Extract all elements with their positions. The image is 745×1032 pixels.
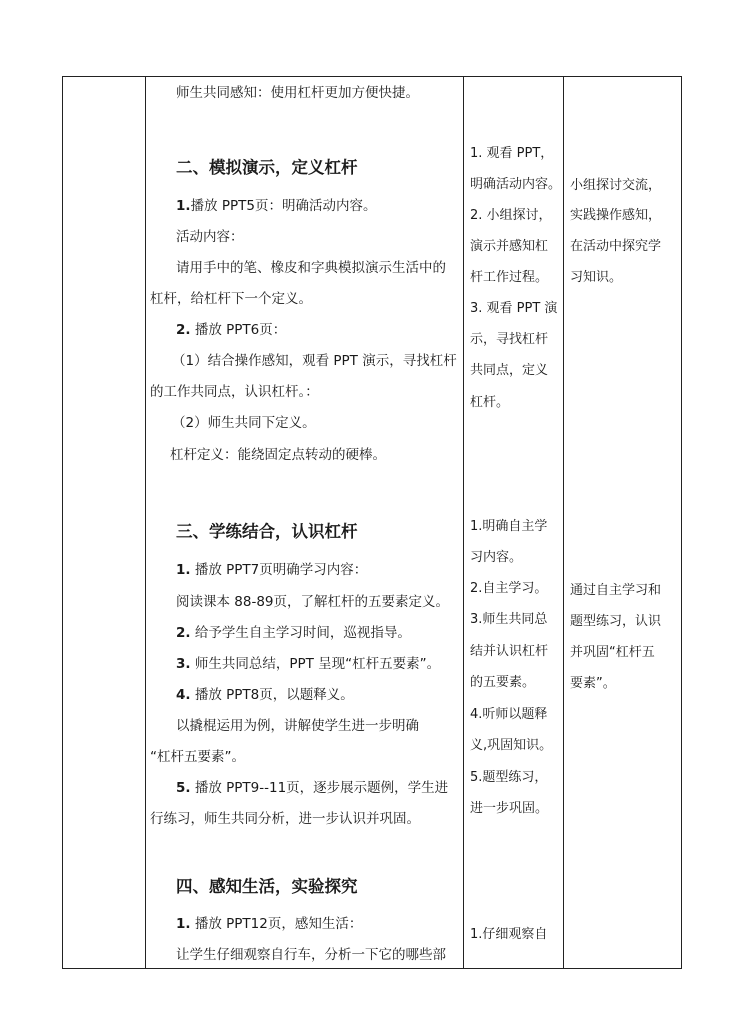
paragraph: （1）结合操作感知，观看 PPT 演示，寻找杠杆 — [172, 353, 457, 369]
table-border-bottom — [62, 968, 682, 969]
paragraph: 2. 播放 PPT6页： — [176, 322, 287, 338]
list-item: 2. 小组探讨， — [470, 208, 552, 223]
paragraph: 1. 播放 PPT12页，感知生活： — [176, 916, 363, 932]
list-item: 3.师生共同总 — [470, 612, 548, 627]
paragraph: 让学生仔细观察自行车，分析一下它的哪些部 — [176, 947, 446, 963]
list-item: 在活动中探究学 — [570, 239, 662, 254]
list-item: 要素”。 — [570, 676, 616, 691]
paragraph: 4. 播放 PPT8页，以题释义。 — [176, 687, 354, 703]
list-item: 1. 观看 PPT， — [470, 146, 554, 161]
list-item: 1.明确自主学 — [470, 519, 548, 534]
list-item: 并巩固“杠杆五 — [570, 645, 655, 660]
paragraph: 2. 给予学生自主学习时间，巡视指导。 — [176, 625, 411, 641]
paragraph: 活动内容： — [176, 229, 244, 245]
list-item: 习知识。 — [570, 270, 623, 285]
table-border-top — [62, 76, 682, 77]
intro-text: 师生共同感知：使用杠杆更加方便快捷。 — [176, 85, 419, 101]
paragraph: 5. 播放 PPT9--11页，逐步展示题例，学生进 — [176, 780, 449, 796]
list-item: 演示并感知杠 — [470, 239, 549, 254]
paragraph: 杠杆，给杠杆下一个定义。 — [150, 291, 312, 307]
list-item: 3. 观看 PPT 演 — [470, 301, 558, 316]
column-divider — [463, 76, 464, 969]
column-divider — [145, 76, 146, 969]
list-item: 明确活动内容。 — [470, 177, 562, 192]
list-item: 进一步巩固。 — [470, 801, 549, 816]
paragraph: 1. 播放 PPT7页明确学习内容： — [176, 562, 368, 578]
list-item: 5.题型练习， — [470, 770, 548, 785]
list-item: 通过自主学习和 — [570, 583, 662, 598]
paragraph: 请用手中的笔、橡皮和字典模拟演示生活中的 — [176, 260, 446, 276]
list-item: 示，寻找杠杆 — [470, 332, 549, 347]
paragraph: （2）师生共同下定义。 — [172, 415, 316, 431]
list-item: 杠杆。 — [470, 395, 510, 410]
section-heading: 四、感知生活，实验探究 — [176, 877, 358, 896]
paragraph: 杠杆定义：能绕固定点转动的硬棒。 — [170, 447, 386, 463]
section-heading: 二、模拟演示，定义杠杆 — [176, 158, 358, 177]
list-item: 义,巩固知识。 — [470, 738, 553, 753]
list-item: 实践操作感知， — [570, 208, 662, 223]
section-heading: 三、学练结合，认识杠杆 — [176, 522, 358, 541]
table-border-left — [62, 76, 63, 969]
column-divider — [563, 76, 564, 969]
paragraph: 行练习，师生共同分析，进一步认识并巩固。 — [150, 811, 420, 827]
table-border-right — [681, 76, 682, 969]
list-item: 1.仔细观察自 — [470, 927, 548, 942]
list-item: 2.自主学习。 — [470, 581, 548, 596]
paragraph: 阅读课本 88-89页，了解杠杆的五要素定义。 — [176, 594, 450, 610]
list-item: 结并认识杠杆 — [470, 644, 549, 659]
list-item: 题型练习，认识 — [570, 614, 662, 629]
list-item: 的五要素。 — [470, 675, 536, 690]
list-item: 小组探讨交流， — [570, 178, 662, 193]
paragraph: 以撬棍运用为例，讲解使学生进一步明确 — [176, 718, 419, 734]
paragraph: 的工作共同点，认识杠杆。： — [150, 384, 319, 400]
paragraph: 3. 师生共同总结，PPT 呈现“杠杆五要素”。 — [176, 656, 441, 672]
list-item: 4.听师以题释 — [470, 707, 548, 722]
paragraph: “杠杆五要素”。 — [150, 749, 245, 765]
list-item: 共同点，定义 — [470, 363, 549, 378]
list-item: 杆工作过程。 — [470, 270, 549, 285]
list-item: 习内容。 — [470, 550, 523, 565]
paragraph: 1.播放 PPT5页：明确活动内容。 — [176, 198, 377, 214]
